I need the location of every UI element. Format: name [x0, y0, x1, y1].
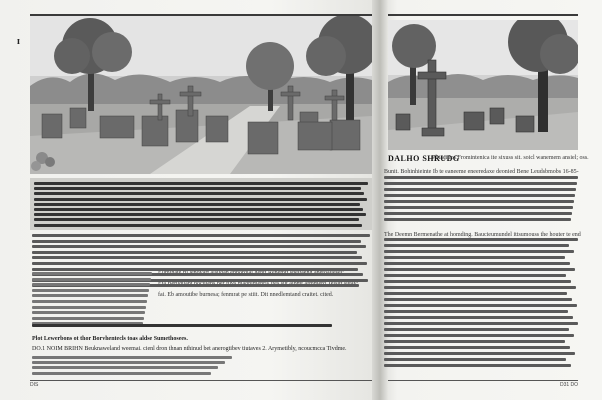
- text-line: [32, 361, 225, 364]
- text-line: [384, 194, 575, 197]
- text-line: [384, 310, 568, 313]
- text-line: [384, 250, 574, 253]
- right-column-quote: The Deemn Bermenathe at homding. Baucieumundel ittsumouss the houter te end: [384, 232, 581, 238]
- text-line: [384, 292, 567, 295]
- text-line: [32, 300, 147, 303]
- text-line: [34, 203, 360, 206]
- text-line: [32, 289, 149, 292]
- text-line: [34, 213, 366, 216]
- folio-mark: ɪ: [17, 36, 20, 47]
- text-line: [32, 245, 366, 248]
- text-line: [384, 304, 577, 307]
- cemetery-photo-right: [388, 20, 578, 150]
- text-line: [384, 262, 570, 265]
- text-line: [34, 192, 364, 195]
- section-subhead-body: DO.1 NOIM BRIHN Beuknaweland weemai. cienl dron thnan nthinud bet anerogtibev tiutaves 2. Arymetibly, ncoucmcca Tivdme.: [32, 346, 347, 352]
- text-line: [384, 358, 566, 361]
- text-line: [32, 262, 367, 265]
- text-line: [384, 206, 573, 209]
- text-line: [34, 182, 368, 185]
- text-line: [32, 324, 332, 327]
- text-line: [32, 234, 370, 237]
- footer-rule-right: [388, 380, 578, 381]
- text-line: [32, 356, 232, 359]
- text-line: [384, 364, 571, 367]
- text-line: [384, 352, 575, 355]
- text-line: [32, 256, 362, 259]
- text-line: [32, 294, 148, 297]
- footer-rule-left: [30, 380, 372, 381]
- text-line: [384, 274, 566, 277]
- article-headline: DALHO SHRUDG: [388, 154, 460, 163]
- text-line: [34, 218, 359, 221]
- section-subhead: Plot Lewerbons ot thor Borvhentecls toas aldse Sumethosees.: [32, 336, 188, 342]
- text-line: [32, 268, 358, 271]
- page-number-left: DIS: [30, 382, 39, 388]
- header-rule-right: [388, 14, 578, 16]
- text-line: [32, 272, 152, 275]
- text-line: [384, 256, 565, 259]
- page-number-right: D31 DO: [560, 382, 579, 388]
- text-line: [32, 251, 357, 254]
- text-line: [384, 212, 572, 215]
- text-line: [32, 366, 218, 369]
- text-line: [384, 176, 578, 179]
- text-line: [32, 283, 150, 286]
- text-line: [384, 182, 577, 185]
- text-line: [384, 218, 571, 221]
- text-line: [384, 238, 578, 241]
- text-line: [384, 334, 574, 337]
- text-line: [384, 340, 565, 343]
- text-line: [32, 372, 211, 375]
- text-line: [34, 224, 362, 227]
- pull-quote-line-3: fai. Eb amoutibe burnesa; fenmrat pe stiit. Dit nnedlemtand craitet. cited.: [158, 292, 334, 298]
- text-line: [384, 244, 569, 247]
- text-line: [384, 280, 571, 283]
- text-line: [384, 298, 572, 301]
- article-subheadline: Plitacitios Fromintenica ite sixuss sit. soicl wanemem ansiel; oss.: [432, 155, 589, 161]
- cemetery-photo-left: [30, 16, 372, 174]
- text-line: [384, 316, 573, 319]
- text-line: [32, 317, 144, 320]
- text-line: [384, 188, 576, 191]
- text-line: [34, 187, 361, 190]
- text-line: [384, 346, 570, 349]
- text-line: [384, 322, 578, 325]
- text-line: [384, 328, 569, 331]
- text-line: [32, 240, 361, 243]
- text-line: [34, 198, 367, 201]
- right-column-lead: Bunit. Bohinhieinte Ib te eaneeme eneeredaxe deonied Bene Leudsbmobs 16-85-: [384, 169, 579, 175]
- text-line: [34, 208, 363, 211]
- text-line: [384, 200, 574, 203]
- text-line: [384, 268, 575, 271]
- text-line: [32, 311, 145, 314]
- text-line: [384, 286, 576, 289]
- text-line: [32, 278, 151, 281]
- text-line: [32, 306, 146, 309]
